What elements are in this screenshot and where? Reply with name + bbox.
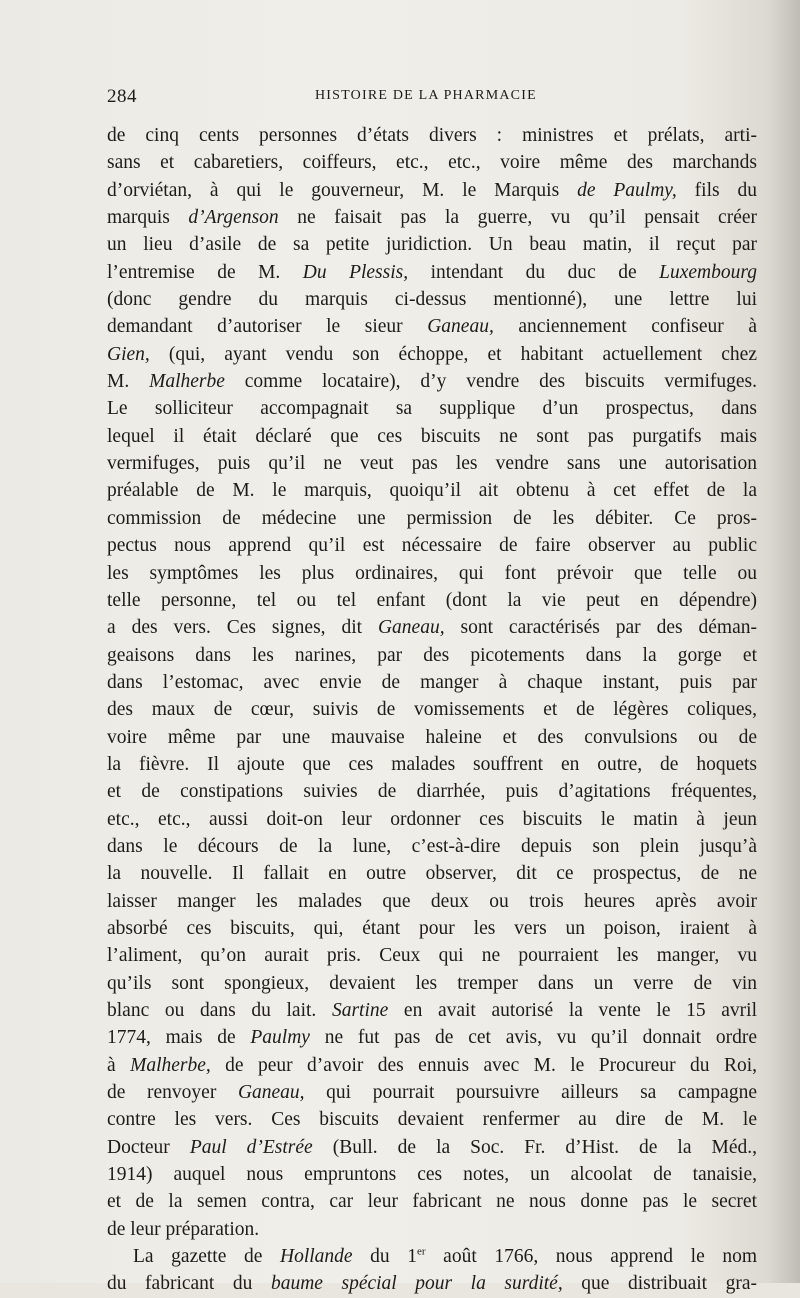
text-run: les symptômes les plus ordinaires, qui font prévoir que telle ou: [107, 562, 757, 584]
italic-text-run: Paul d’Estrée: [189, 1136, 313, 1158]
text-line: [107, 669, 757, 696]
text-run: ne fut pas de cet avis, vu qu’il donnait ordre: [309, 1027, 757, 1049]
text-run: du fabricant du: [107, 1273, 271, 1295]
text-line: [107, 341, 757, 368]
text-line: [107, 505, 757, 532]
text-run: du 1: [352, 1246, 418, 1268]
text-line: [107, 860, 757, 887]
text-run: qu’ils sont spongieux, devaient les tremper dans un verre de vin: [107, 972, 757, 994]
superscript: er: [417, 1245, 426, 1258]
text-line: [107, 806, 757, 833]
text-line: [107, 532, 757, 559]
text-run: etc., etc., aussi doit-on leur ordonner ces biscuits le matin à jeun: [107, 808, 757, 830]
text-run: contre les vers. Ces biscuits devaient renfermer au dire de M. le: [107, 1109, 757, 1131]
text-line: [107, 970, 757, 997]
text-run: a des vers. Ces signes, dit: [107, 617, 378, 639]
text-run: anciennement confiseur à: [493, 316, 757, 338]
text-line: [107, 888, 757, 915]
text-run: ne faisait pas la guerre, vu qu’il pensait créer: [278, 207, 757, 229]
text-line: [107, 149, 757, 176]
text-line: [107, 1134, 757, 1161]
text-line: [107, 177, 757, 204]
text-run: blanc ou dans du lait.: [107, 1000, 332, 1021]
text-line: [107, 259, 757, 286]
text-line: [107, 122, 757, 149]
text-line: [107, 1161, 757, 1188]
italic-text-run: Ganeau,: [377, 617, 445, 639]
text-run: pectus nous apprend qu’il est nécessaire de faire observer au public: [107, 535, 757, 557]
text-run: (donc gendre du marquis ci-dessus mentionné), une lettre lui: [107, 289, 757, 311]
running-title: HISTOIRE DE LA PHARMACIE: [315, 88, 537, 103]
text-run: marquis: [107, 207, 189, 229]
text-run: sont caractérisés par des déman-: [444, 617, 757, 639]
text-run: geaisons dans les narines, par des picotements dans la gorge et: [107, 644, 757, 666]
text-run: l’aliment, qu’on aurait pris. Ceux qui ne pourraient les manger, vu: [107, 945, 757, 967]
text-run: vermifuges, puis qu’il ne veut pas les vendre sans une autorisation: [107, 453, 757, 475]
text-run: telle personne, tel ou tel enfant (dont la vie peut en dépendre): [107, 589, 757, 611]
text-run: l’entremise de M.: [107, 261, 303, 283]
italic-text-run: Sartine: [331, 1000, 389, 1021]
text-line: [107, 614, 757, 641]
text-run: un lieu d’asile de sa petite juridiction. Un beau matin, il reçut par: [107, 234, 757, 256]
italic-text-run: Ganeau,: [237, 1082, 305, 1104]
text-run: demandant d’autoriser le sieur: [107, 316, 428, 338]
text-run: de renvoyer: [107, 1082, 238, 1104]
text-run: la fièvre. Il ajoute que ces malades souffrent en outre, de hoquets: [107, 753, 757, 775]
text-line: [107, 724, 757, 751]
italic-text-run: Luxembourg: [659, 261, 757, 283]
text-line: [107, 1243, 757, 1270]
text-run: sans et cabaretiers, coiffeurs, etc., etc., voire même des marchands: [107, 152, 757, 174]
text-run: (qui, ayant vendu son échoppe, et habitant actuellement chez: [149, 343, 757, 365]
text-line: [107, 751, 757, 778]
text-line: [107, 1270, 757, 1297]
text-run: à: [107, 1054, 131, 1076]
text-run: août 1766, nous apprend le nom: [425, 1246, 757, 1268]
text-run: la nouvelle. Il fallait en outre observer, dit ce prospectus, de ne: [107, 863, 757, 885]
text-run: qui pourrait poursuivre ailleurs sa campagne: [304, 1082, 757, 1104]
text-run: et de constipations suivies de diarrhée, puis d’agitations fréquentes,: [107, 781, 757, 803]
italic-text-run: baume spécial pour la surdité,: [270, 1273, 563, 1295]
text-run: (Bull. de la Soc. Fr. d’Hist. de la Méd.,: [312, 1136, 757, 1158]
text-line: [107, 1106, 757, 1133]
text-line: [107, 450, 757, 477]
italic-text-run: Malherbe,: [130, 1054, 211, 1076]
text-line: [107, 560, 757, 587]
running-head: [107, 86, 757, 110]
text-line: [107, 997, 757, 1024]
text-run: comme locataire), d’y vendre des biscuits vermifuges.: [224, 371, 757, 393]
text-run: dans le décours de la lune, c’est-à-dire depuis son plein jusqu’à: [107, 835, 757, 857]
italic-text-run: Paulmy: [250, 1027, 310, 1049]
text-run: de peur d’avoir des ennuis avec M. le Procureur du Roi,: [210, 1054, 757, 1076]
text-line: [107, 642, 757, 669]
text-run: que distribuait gra-: [562, 1273, 758, 1295]
text-line: [107, 942, 757, 969]
italic-text-run: Du Plessis,: [302, 261, 409, 283]
text-line: [107, 204, 757, 231]
text-run: laisser manger les malades que deux ou trois heures après avoir: [107, 890, 757, 912]
text-line: [107, 1024, 757, 1051]
text-line: [107, 587, 757, 614]
italic-text-run: d’Argenson: [188, 207, 279, 229]
text-run: d’orviétan, à qui le gouverneur, M. le Marquis: [107, 179, 578, 201]
text-line: [107, 313, 757, 340]
text-run: La gazette de: [133, 1246, 280, 1268]
text-run: préalable de M. le marquis, quoiqu’il ait obtenu à cet effet de la: [107, 480, 757, 502]
text-line: [107, 915, 757, 942]
italic-text-run: Malherbe: [149, 371, 225, 393]
text-run: 1914) auquel nous empruntons ces notes, un alcoolat de tanaisie,: [107, 1164, 757, 1186]
text-line: [107, 368, 757, 395]
text-line: [107, 395, 757, 422]
text-run: absorbé ces biscuits, qui, étant pour les vers un poison, iraient à: [107, 917, 757, 939]
text-run: en avait autorisé la vente le 15 avril: [388, 1000, 757, 1021]
text-run: lequel il était déclaré que ces biscuits ne sont pas purgatifs mais: [107, 425, 757, 447]
italic-text-run: Ganeau,: [427, 316, 494, 338]
text-run: voire même par une mauvaise haleine et des convulsions ou de: [107, 726, 757, 748]
text-run: et de la semen contra, car leur fabricant ne nous donne pas le secret: [107, 1191, 757, 1213]
text-line: [107, 833, 757, 860]
italic-text-run: Hollande: [279, 1246, 353, 1268]
page-number: 284: [107, 86, 137, 107]
text-run: fils du: [676, 179, 757, 201]
text-run: de cinq cents personnes d’états divers : ministres et prélats, arti-: [107, 125, 757, 146]
text-run: de leur préparation.: [107, 1218, 260, 1240]
text-run: 1774, mais de: [107, 1027, 251, 1049]
text-line: [107, 1216, 757, 1243]
text-line: [107, 778, 757, 805]
body-text: [107, 122, 757, 1298]
text-run: M.: [107, 371, 150, 393]
text-run: commission de médecine une permission de les débiter. Ce pros-: [107, 507, 757, 529]
text-run: intendant du duc de: [408, 261, 660, 283]
italic-text-run: Gien,: [107, 343, 150, 365]
italic-text-run: de Paulmy,: [577, 179, 677, 201]
text-line: [107, 696, 757, 723]
text-run: Le solliciteur accompagnait sa supplique d’un prospectus, dans: [107, 398, 757, 420]
text-line: [107, 286, 757, 313]
text-run: Docteur: [107, 1136, 190, 1158]
text-line: [107, 477, 757, 504]
text-run: des maux de cœur, suivis de vomissements et de légères coliques,: [107, 699, 757, 721]
text-line: [107, 1079, 757, 1106]
text-line: [107, 423, 757, 450]
text-line: [107, 1052, 757, 1079]
text-line: [107, 231, 757, 258]
text-line: [107, 1188, 757, 1215]
text-run: dans l’estomac, avec envie de manger à chaque instant, puis par: [107, 671, 757, 693]
